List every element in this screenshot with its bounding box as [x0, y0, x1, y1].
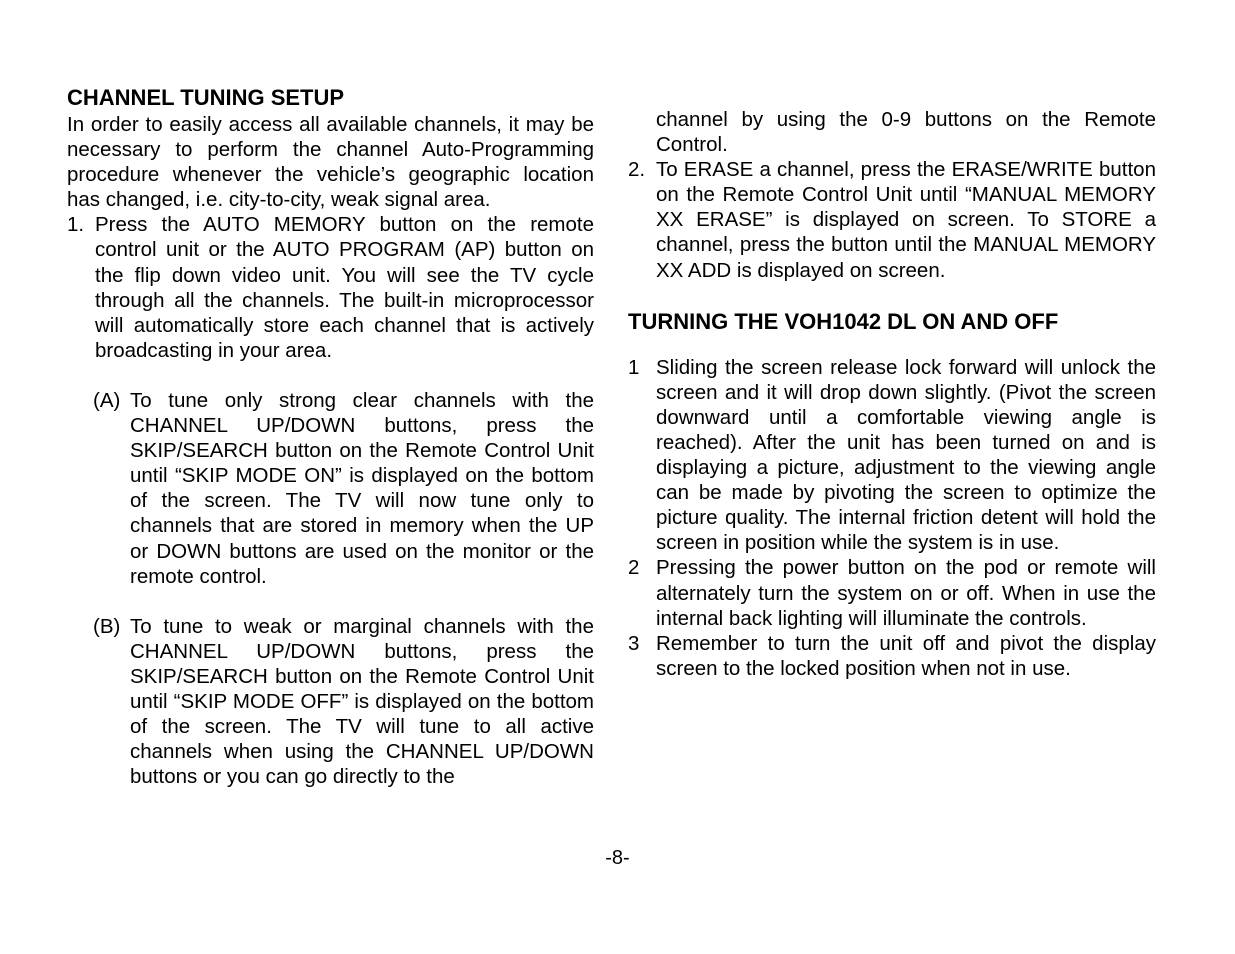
list-text: Press the AUTO MEMORY button on the remote control unit or the AUTO PROGRAM (AP) button on the flip down video unit. You will see the TV cycle through all the channels. The built-in microprocessor will automatically store each channel that is actively broadcasting in your area.: [95, 213, 594, 362]
list-text: Sliding the screen release lock forward will unlock the screen and it will drop down slightly. (Pivot the screen downward until a comfortable viewing angle is reached). After the unit has been turned on and is displaying a picture, adjustment to the viewing angle can be made by pivoting the screen to optimize the picture quality. The internal friction detent will hold the screen in position while the system is in use.: [656, 355, 1156, 555]
sub-item-text: To tune to weak or marginal channels with the CHANNEL UP/DOWN buttons, press the SKIP/SEARCH button on the Remote Control Unit until “SKIP MODE OFF” is displayed on the bottom of the screen. The TV will tune to all active channels when using the CHANNEL UP/DOWN buttons or you can go directly to the: [130, 614, 594, 789]
sub-item-text: To tune only strong clear channels with the CHANNEL UP/DOWN buttons, press the SKIP/SEARCH button on the Remote Control Unit until “SKIP MODE ON” is displayed on the bottom of the screen. The TV will now tune only to channels that are stored in memory when the UP or DOWN buttons are used on the monitor or the remote control.: [130, 388, 594, 588]
list-text: To ERASE a channel, press the ERASE/WRITE button on the Remote Control Unit until “MANUAL MEMORY XX ERASE” is displayed on screen. To STORE a channel, press the button until the MANUAL MEMORY XX ADD is displayed on screen.: [656, 158, 1156, 282]
list-number: 1: [628, 355, 640, 379]
spacer: [67, 589, 594, 614]
list-item: [628, 631, 1156, 681]
sub-item-a: [93, 388, 594, 589]
intro-paragraph: In order to easily access all available channels, it may be necessary to perform the channel Auto-Programming procedure whenever the vehicle’s geographic location has changed, i.e. city-to-city, weak signal area.: [67, 113, 594, 212]
section-heading-channel-tuning: CHANNEL TUNING SETUP: [67, 85, 345, 110]
right-column: [628, 107, 1156, 681]
spacer: [67, 363, 594, 388]
list-item: [628, 355, 1156, 556]
list-text: Pressing the power button on the pod or remote will alternately turn the system on or off. When in use the internal back lighting will illuminate the controls.: [656, 556, 1156, 630]
list-number: 2: [628, 556, 640, 580]
list-number: 3: [628, 631, 640, 655]
sub-item-label: (A): [93, 388, 121, 412]
left-column: [67, 84, 594, 789]
section-heading-turning-on-off: TURNING THE VOH1042 DL ON AND OFF: [628, 308, 1059, 334]
list-item-2: [628, 157, 1156, 282]
continued-paragraph: channel by using the 0-9 buttons on the Remote Control.: [656, 108, 1156, 157]
list-item-1: [67, 212, 594, 363]
sub-item-label: (B): [93, 614, 121, 638]
list-number: 2.: [628, 158, 646, 182]
sub-item-b: [93, 614, 594, 790]
list-text: Remember to turn the unit off and pivot the display screen to the locked position when not in use.: [656, 631, 1156, 680]
page-number: -8-: [605, 847, 630, 869]
list-item: [628, 555, 1156, 630]
list-number: 1.: [67, 213, 85, 237]
